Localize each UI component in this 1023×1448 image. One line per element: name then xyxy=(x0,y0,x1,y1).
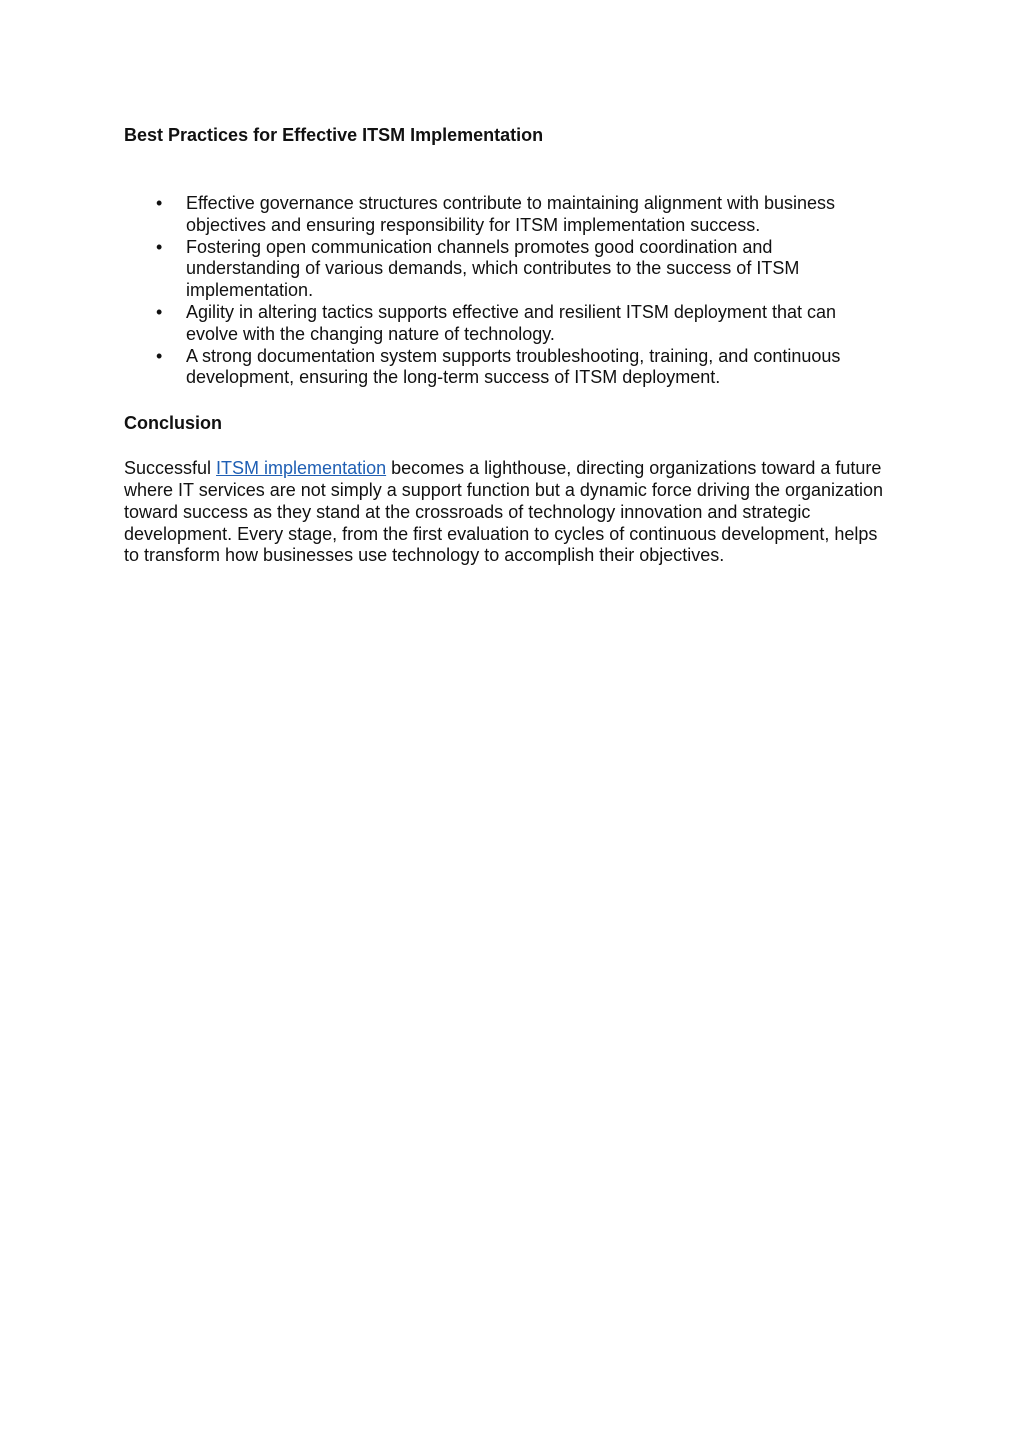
bullet-icon: • xyxy=(156,301,163,322)
page-title: Best Practices for Effective ITSM Implementation xyxy=(124,125,544,145)
conclusion-paragraph xyxy=(124,458,884,567)
bullet-icon: • xyxy=(156,345,163,366)
document-page xyxy=(124,124,884,567)
list-item-text: Fostering open communication channels promotes good coordination and understanding of various demands, which contributes to the success of ITSM implementation. xyxy=(186,236,800,301)
list-item xyxy=(124,237,884,302)
conclusion-prefix: Successful xyxy=(124,458,217,479)
best-practices-list xyxy=(124,193,884,389)
bullet-icon: • xyxy=(156,193,163,213)
list-item xyxy=(124,346,884,390)
list-item-text: A strong documentation system supports troubleshooting, training, and continuous development, ensuring the long-term success of ITSM deployment. xyxy=(186,345,841,388)
conclusion-heading: Conclusion xyxy=(124,413,222,434)
conclusion-body: becomes a lighthouse, directing organizations toward a future where IT services are not simply a support function but a dynamic force driving the organization toward success as they stand at the crossroads of technology innovation and strategic development. Every stage, from the first evaluation to cycles of continuous development, helps to transform how businesses use technology to accomplish their objectives. xyxy=(124,458,884,566)
list-item xyxy=(124,193,884,237)
list-item-text: Agility in altering tactics supports effective and resilient ITSM deployment that can evolve with the changing nature of technology. xyxy=(186,301,836,344)
itsm-implementation-link[interactable]: ITSM implementation xyxy=(216,458,387,479)
list-item xyxy=(124,302,884,346)
bullet-icon: • xyxy=(156,236,163,257)
list-item-text: Effective governance structures contribute to maintaining alignment with business objectives and ensuring responsibility for ITSM implementation success. xyxy=(186,193,836,235)
